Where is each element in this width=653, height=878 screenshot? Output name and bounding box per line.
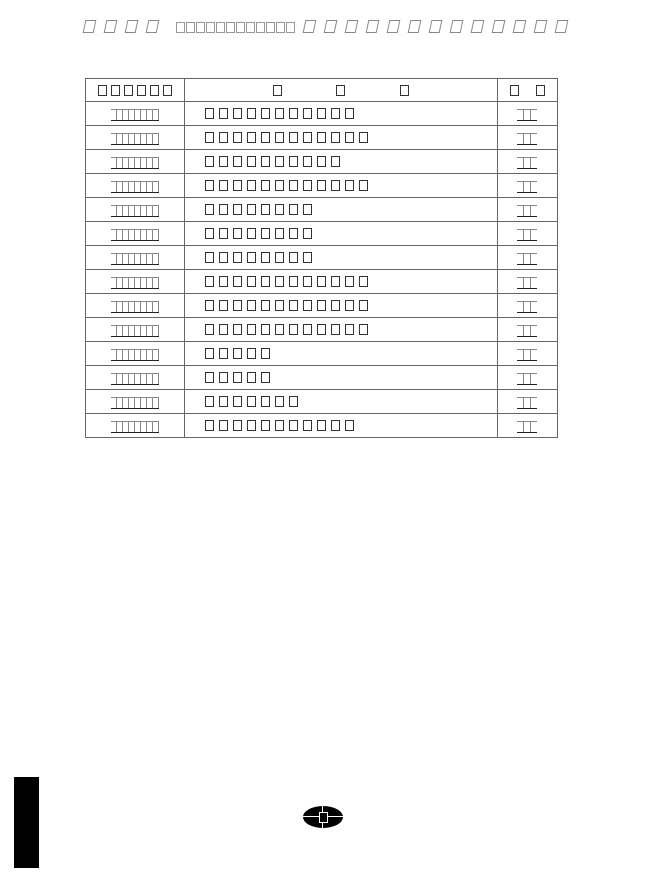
table-row bbox=[86, 102, 558, 126]
title-glyph bbox=[205, 420, 214, 431]
title-glyph bbox=[205, 252, 214, 263]
section-title-cell bbox=[185, 390, 498, 414]
table-row bbox=[86, 174, 558, 198]
title-glyph bbox=[233, 228, 242, 239]
title-glyph bbox=[261, 276, 270, 287]
title-glyph bbox=[331, 276, 340, 287]
title-glyph bbox=[331, 108, 340, 119]
header-glyph bbox=[510, 85, 519, 96]
title-glyph bbox=[247, 228, 256, 239]
title-glyph bbox=[205, 180, 214, 191]
title-glyph bbox=[219, 348, 228, 359]
section-code bbox=[111, 133, 159, 145]
title-glyph bbox=[317, 324, 326, 335]
table-row bbox=[86, 126, 558, 150]
page-ref bbox=[517, 229, 537, 241]
title-glyph bbox=[275, 132, 284, 143]
title-glyph bbox=[289, 132, 298, 143]
title-glyph bbox=[275, 252, 284, 263]
title-glyph bbox=[275, 156, 284, 167]
table-row bbox=[86, 222, 558, 246]
header-glyph bbox=[125, 20, 139, 33]
page-ref-cell bbox=[497, 174, 557, 198]
table-row bbox=[86, 342, 558, 366]
section-title bbox=[185, 366, 497, 389]
section-code-cell bbox=[86, 174, 185, 198]
section-title bbox=[185, 198, 497, 221]
title-glyph bbox=[219, 108, 228, 119]
title-glyph bbox=[303, 252, 312, 263]
table-row bbox=[86, 390, 558, 414]
header-glyph bbox=[534, 20, 548, 33]
table-row bbox=[86, 270, 558, 294]
title-glyph bbox=[247, 156, 256, 167]
title-glyph bbox=[275, 228, 284, 239]
section-code bbox=[111, 301, 159, 313]
page-ref bbox=[517, 397, 537, 409]
title-glyph bbox=[247, 252, 256, 263]
title-glyph bbox=[233, 420, 242, 431]
section-title bbox=[185, 246, 497, 269]
section-code bbox=[111, 373, 159, 385]
title-glyph bbox=[233, 276, 242, 287]
section-code-cell bbox=[86, 246, 185, 270]
title-glyph bbox=[205, 132, 214, 143]
title-glyph bbox=[345, 324, 354, 335]
title-glyph bbox=[303, 108, 312, 119]
page-ref bbox=[517, 205, 537, 217]
table-row bbox=[86, 198, 558, 222]
title-glyph bbox=[233, 180, 242, 191]
section-title-cell bbox=[185, 126, 498, 150]
header-glyph bbox=[206, 22, 215, 33]
section-title-cell bbox=[185, 174, 498, 198]
section-title bbox=[185, 222, 497, 245]
title-glyph bbox=[219, 252, 228, 263]
title-glyph bbox=[205, 156, 214, 167]
section-code bbox=[111, 205, 159, 217]
header-group bbox=[84, 18, 168, 37]
header-glyph bbox=[111, 85, 120, 96]
header-glyph bbox=[450, 20, 464, 33]
header-cell-code bbox=[86, 79, 185, 102]
section-title-cell bbox=[185, 246, 498, 270]
page-ref-cell bbox=[497, 366, 557, 390]
header-glyph bbox=[150, 85, 159, 96]
header-group bbox=[176, 18, 296, 37]
section-title bbox=[185, 318, 497, 341]
title-glyph bbox=[261, 108, 270, 119]
section-title-cell bbox=[185, 342, 498, 366]
title-glyph bbox=[261, 324, 270, 335]
title-glyph bbox=[289, 276, 298, 287]
section-code-cell bbox=[86, 390, 185, 414]
title-glyph bbox=[233, 348, 242, 359]
title-glyph bbox=[289, 300, 298, 311]
title-glyph bbox=[219, 324, 228, 335]
title-glyph bbox=[233, 204, 242, 215]
title-glyph bbox=[345, 180, 354, 191]
section-title bbox=[185, 102, 497, 125]
header-glyph bbox=[83, 20, 97, 33]
title-glyph bbox=[261, 132, 270, 143]
header-glyph bbox=[492, 20, 506, 33]
page-number-badge bbox=[303, 806, 343, 828]
title-glyph bbox=[219, 228, 228, 239]
title-glyph bbox=[247, 204, 256, 215]
section-title-cell bbox=[185, 222, 498, 246]
running-header bbox=[84, 18, 585, 34]
title-glyph bbox=[331, 156, 340, 167]
contents-table bbox=[85, 78, 558, 438]
title-glyph bbox=[219, 204, 228, 215]
title-glyph bbox=[205, 276, 214, 287]
header-glyph bbox=[324, 20, 338, 33]
title-glyph bbox=[303, 156, 312, 167]
title-glyph bbox=[303, 420, 312, 431]
section-code bbox=[111, 277, 159, 289]
section-code-cell bbox=[86, 342, 185, 366]
title-glyph bbox=[261, 372, 270, 383]
title-glyph bbox=[205, 108, 214, 119]
header-glyph bbox=[124, 85, 133, 96]
page-ref-cell bbox=[497, 390, 557, 414]
section-title-cell bbox=[185, 102, 498, 126]
page-ref-cell bbox=[497, 246, 557, 270]
title-glyph bbox=[233, 156, 242, 167]
title-glyph bbox=[219, 180, 228, 191]
page-ref bbox=[517, 181, 537, 193]
section-title bbox=[185, 414, 497, 437]
title-glyph bbox=[275, 204, 284, 215]
title-glyph bbox=[275, 180, 284, 191]
section-code bbox=[111, 157, 159, 169]
header-glyph bbox=[471, 20, 485, 33]
title-glyph bbox=[205, 300, 214, 311]
table-row bbox=[86, 366, 558, 390]
title-glyph bbox=[233, 372, 242, 383]
section-title-cell bbox=[185, 414, 498, 438]
title-glyph bbox=[219, 132, 228, 143]
section-code bbox=[111, 253, 159, 265]
header-glyph bbox=[98, 85, 107, 96]
header-glyph bbox=[236, 22, 245, 33]
title-glyph bbox=[331, 420, 340, 431]
header-glyph bbox=[345, 20, 359, 33]
header-cell-page bbox=[497, 79, 557, 102]
section-code bbox=[111, 109, 159, 121]
title-glyph bbox=[289, 180, 298, 191]
section-code-cell bbox=[86, 270, 185, 294]
title-glyph bbox=[219, 276, 228, 287]
title-glyph bbox=[247, 180, 256, 191]
header-glyph bbox=[536, 85, 545, 96]
section-code-cell bbox=[86, 294, 185, 318]
section-code-cell bbox=[86, 126, 185, 150]
section-code-cell bbox=[86, 222, 185, 246]
title-glyph bbox=[219, 372, 228, 383]
page-ref bbox=[517, 373, 537, 385]
title-glyph bbox=[205, 372, 214, 383]
section-title bbox=[185, 342, 497, 365]
title-glyph bbox=[345, 108, 354, 119]
header-glyph bbox=[400, 85, 409, 96]
header-glyph bbox=[408, 20, 422, 33]
header-glyph bbox=[246, 22, 255, 33]
page-ref-cell bbox=[497, 270, 557, 294]
header-glyph bbox=[276, 22, 285, 33]
header-glyph bbox=[555, 20, 569, 33]
title-glyph bbox=[331, 300, 340, 311]
title-glyph bbox=[247, 420, 256, 431]
page-ref bbox=[517, 109, 537, 121]
header-glyph bbox=[513, 20, 527, 33]
section-code-cell bbox=[86, 318, 185, 342]
header-glyph bbox=[146, 20, 160, 33]
title-glyph bbox=[247, 132, 256, 143]
title-glyph bbox=[247, 300, 256, 311]
header-cell-title bbox=[185, 79, 498, 102]
page-ref-cell bbox=[497, 294, 557, 318]
section-code bbox=[111, 421, 159, 433]
title-glyph bbox=[233, 300, 242, 311]
header-glyph bbox=[137, 85, 146, 96]
title-glyph bbox=[205, 324, 214, 335]
title-glyph bbox=[261, 228, 270, 239]
header-glyph bbox=[256, 22, 265, 33]
section-code bbox=[111, 325, 159, 337]
page-ref bbox=[517, 325, 537, 337]
section-title-cell bbox=[185, 294, 498, 318]
section-title-cell bbox=[185, 198, 498, 222]
section-code-cell bbox=[86, 198, 185, 222]
title-glyph bbox=[233, 108, 242, 119]
header-glyph bbox=[163, 85, 172, 96]
section-title bbox=[185, 150, 497, 173]
title-glyph bbox=[205, 396, 214, 407]
title-glyph bbox=[205, 228, 214, 239]
section-code bbox=[111, 349, 159, 361]
page-ref-cell bbox=[497, 414, 557, 438]
header-glyph bbox=[286, 22, 295, 33]
page-ref-cell bbox=[497, 318, 557, 342]
title-glyph bbox=[261, 348, 270, 359]
title-glyph bbox=[303, 300, 312, 311]
title-glyph bbox=[359, 324, 368, 335]
section-title-cell bbox=[185, 366, 498, 390]
section-title-cell bbox=[185, 270, 498, 294]
section-code-cell bbox=[86, 150, 185, 174]
title-glyph bbox=[303, 276, 312, 287]
title-glyph bbox=[345, 300, 354, 311]
title-glyph bbox=[289, 396, 298, 407]
header-glyph bbox=[303, 20, 317, 33]
header-glyph bbox=[186, 22, 195, 33]
header-glyph bbox=[366, 20, 380, 33]
title-glyph bbox=[261, 156, 270, 167]
header-glyph bbox=[336, 85, 345, 96]
title-glyph bbox=[289, 252, 298, 263]
header-glyph bbox=[226, 22, 235, 33]
title-glyph bbox=[289, 204, 298, 215]
title-glyph bbox=[261, 204, 270, 215]
title-glyph bbox=[317, 180, 326, 191]
header-glyph bbox=[104, 20, 118, 33]
title-glyph bbox=[205, 204, 214, 215]
title-glyph bbox=[233, 252, 242, 263]
title-glyph bbox=[247, 372, 256, 383]
section-code bbox=[111, 229, 159, 241]
title-glyph bbox=[345, 276, 354, 287]
table-row bbox=[86, 318, 558, 342]
title-glyph bbox=[261, 252, 270, 263]
title-glyph bbox=[205, 348, 214, 359]
section-title bbox=[185, 174, 497, 197]
table-header-row bbox=[86, 79, 558, 102]
page-ref-cell bbox=[497, 150, 557, 174]
page-ref-cell bbox=[497, 342, 557, 366]
side-tab-marker bbox=[14, 777, 39, 868]
title-glyph bbox=[289, 108, 298, 119]
title-glyph bbox=[219, 396, 228, 407]
table-row bbox=[86, 294, 558, 318]
title-glyph bbox=[289, 324, 298, 335]
title-glyph bbox=[359, 180, 368, 191]
header-group bbox=[304, 18, 577, 37]
page-ref bbox=[517, 421, 537, 433]
table-row bbox=[86, 414, 558, 438]
table-row bbox=[86, 246, 558, 270]
title-glyph bbox=[289, 156, 298, 167]
title-glyph bbox=[359, 132, 368, 143]
title-glyph bbox=[289, 228, 298, 239]
title-glyph bbox=[317, 108, 326, 119]
section-code bbox=[111, 181, 159, 193]
title-glyph bbox=[303, 132, 312, 143]
title-glyph bbox=[219, 156, 228, 167]
section-title bbox=[185, 294, 497, 317]
title-glyph bbox=[261, 180, 270, 191]
page-ref-cell bbox=[497, 126, 557, 150]
section-code bbox=[111, 397, 159, 409]
section-code-cell bbox=[86, 102, 185, 126]
title-glyph bbox=[233, 132, 242, 143]
title-glyph bbox=[219, 300, 228, 311]
title-glyph bbox=[261, 396, 270, 407]
title-glyph bbox=[261, 420, 270, 431]
page-ref bbox=[517, 133, 537, 145]
title-glyph bbox=[303, 180, 312, 191]
title-glyph bbox=[303, 324, 312, 335]
header-glyph bbox=[176, 22, 185, 33]
title-glyph bbox=[275, 420, 284, 431]
section-code-cell bbox=[86, 366, 185, 390]
title-glyph bbox=[359, 300, 368, 311]
title-glyph bbox=[317, 420, 326, 431]
title-glyph bbox=[233, 396, 242, 407]
table-row bbox=[86, 150, 558, 174]
page-ref bbox=[517, 349, 537, 361]
title-glyph bbox=[275, 108, 284, 119]
title-glyph bbox=[247, 108, 256, 119]
title-glyph bbox=[331, 132, 340, 143]
header-glyph bbox=[266, 22, 275, 33]
page-ref bbox=[517, 277, 537, 289]
section-code-cell bbox=[86, 414, 185, 438]
title-glyph bbox=[359, 276, 368, 287]
header-glyph bbox=[196, 22, 205, 33]
title-glyph bbox=[303, 204, 312, 215]
title-glyph bbox=[247, 348, 256, 359]
header-glyph bbox=[273, 85, 282, 96]
title-glyph bbox=[247, 396, 256, 407]
section-title bbox=[185, 270, 497, 293]
title-glyph bbox=[345, 132, 354, 143]
page-number-glyph bbox=[319, 812, 328, 823]
section-title-cell bbox=[185, 150, 498, 174]
header-glyph bbox=[216, 22, 225, 33]
title-glyph bbox=[233, 324, 242, 335]
title-glyph bbox=[317, 156, 326, 167]
title-glyph bbox=[219, 420, 228, 431]
title-glyph bbox=[317, 132, 326, 143]
page-ref-cell bbox=[497, 222, 557, 246]
title-glyph bbox=[275, 396, 284, 407]
title-glyph bbox=[261, 300, 270, 311]
page-ref bbox=[517, 301, 537, 313]
title-glyph bbox=[317, 276, 326, 287]
page-ref-cell bbox=[497, 102, 557, 126]
section-title bbox=[185, 126, 497, 149]
title-glyph bbox=[289, 420, 298, 431]
title-glyph bbox=[317, 300, 326, 311]
section-title-cell bbox=[185, 318, 498, 342]
page-ref-cell bbox=[497, 198, 557, 222]
title-glyph bbox=[275, 276, 284, 287]
header-glyph bbox=[387, 20, 401, 33]
title-glyph bbox=[303, 228, 312, 239]
title-glyph bbox=[345, 420, 354, 431]
section-title bbox=[185, 390, 497, 413]
page-ref bbox=[517, 157, 537, 169]
title-glyph bbox=[331, 324, 340, 335]
header-glyph bbox=[429, 20, 443, 33]
page-ref bbox=[517, 253, 537, 265]
title-glyph bbox=[247, 324, 256, 335]
title-glyph bbox=[331, 180, 340, 191]
title-glyph bbox=[275, 300, 284, 311]
title-glyph bbox=[247, 276, 256, 287]
title-glyph bbox=[275, 324, 284, 335]
